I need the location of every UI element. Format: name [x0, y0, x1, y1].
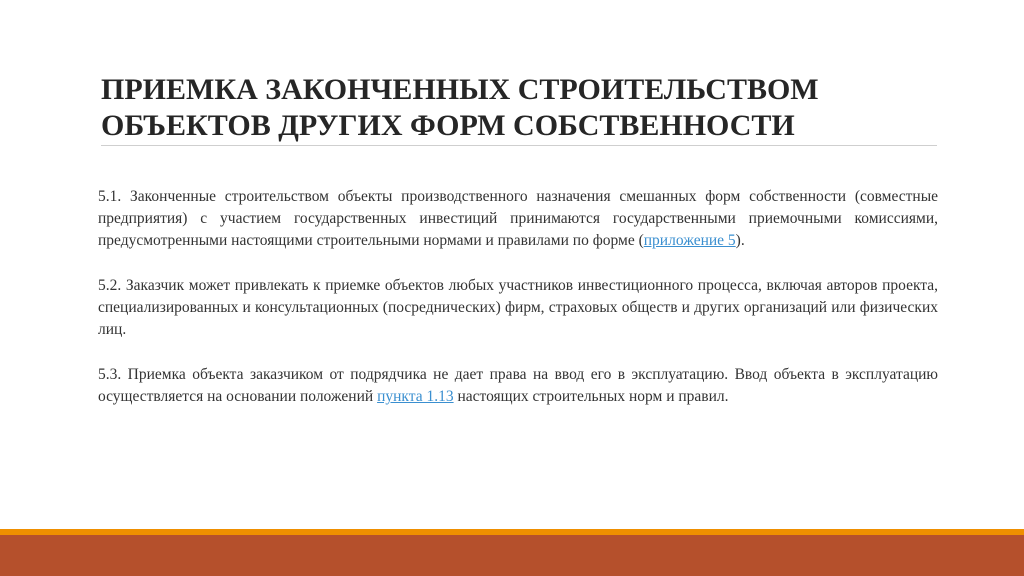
appendix-5-link[interactable]: приложение 5: [643, 232, 736, 249]
paragraph-5-3: [98, 364, 938, 408]
slide-body: [98, 186, 938, 431]
paragraph-5-1-tail: ).: [735, 232, 745, 249]
footer-band: [0, 535, 1024, 576]
paragraph-5-3-tail: настоящих строительных норм и правил.: [453, 388, 729, 405]
slide-title-line-1: ПРИЕМКА ЗАКОНЧЕННЫХ СТРОИТЕЛЬСТВОМ: [101, 73, 819, 106]
paragraph-5-3-text: 5.3. Приемка объекта заказчиком от подрядчика не дает права на ввод его в эксплуатацию. Ввод объекта в эксплуатацию осуществляется на основании положений: [98, 366, 938, 405]
slide-title: [101, 72, 941, 144]
paragraph-5-1: [98, 186, 938, 252]
slide-title-line-2: ОБЪЕКТОВ ДРУГИХ ФОРМ СОБСТВЕННОСТИ: [101, 109, 795, 142]
clause-1-13-link[interactable]: пункта 1.13: [377, 388, 454, 405]
paragraph-5-2: 5.2. Заказчик может привлекать к приемке объектов любых участников инвестиционного процесса, включая авторов проекта, специализированных и консультационных (посреднических) фирм, страховых обществ и других организаций или физических лиц.: [98, 277, 938, 338]
title-divider: [101, 145, 937, 146]
paragraph-5-1-text: 5.1. Законченные строительством объекты производственного назначения смешанных форм собственности (совместные предприятия) с участием государственных инвестиций принимаются государственными приемочными комиссиями, предусмотренными настоящими строительными нормами и правилами по форме (: [98, 188, 938, 249]
